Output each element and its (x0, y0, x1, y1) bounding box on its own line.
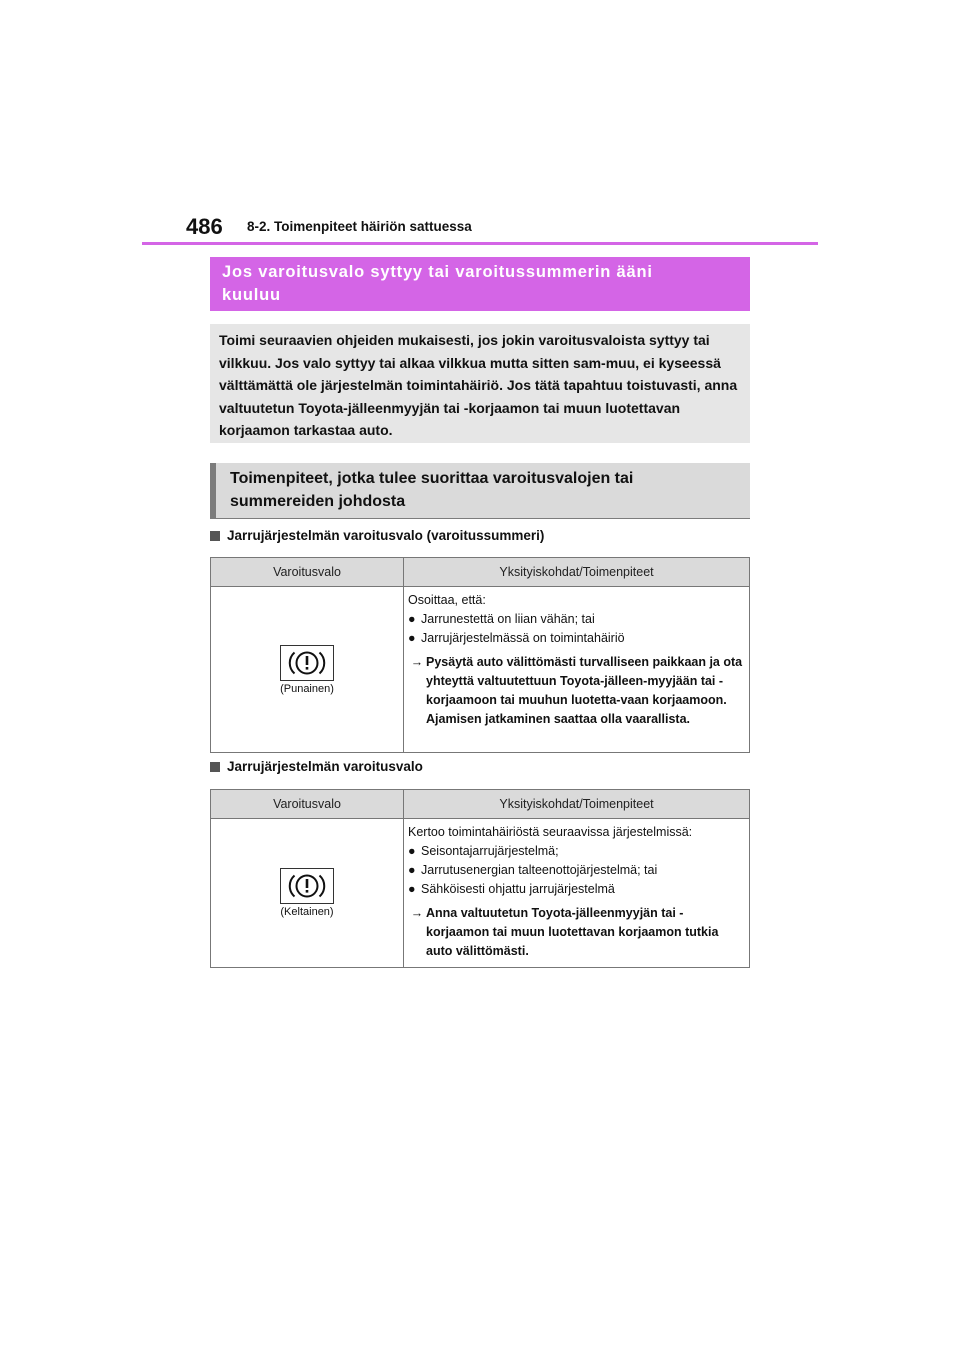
page-number: 486 (186, 214, 223, 239)
bullet-icon: ● (408, 863, 416, 877)
warning-banner (210, 257, 750, 311)
action-text: Pysäytä auto välittömästi turvalliseen paikkaan ja ota yhteyttä valtuutettuun Toyota-jälleen-myyjään tai -korjaamoon tai muuhun luotetta-vaan korjaamoon. Ajamisen jatkaminen saattaa olla vaarallista. (426, 655, 743, 726)
list-item (408, 842, 744, 861)
banner-line-2: kuuluu (222, 286, 281, 304)
column-header-light: Varoitusvalo (211, 790, 404, 819)
details-intro: Kertoo toimintahäiriöstä seuraavissa järjestelmissä: (408, 825, 693, 839)
arrow-right-icon: → (410, 655, 424, 669)
brake-warning-icon (280, 645, 334, 681)
section-title: 8-2. Toimenpiteet häiriön sattuessa (247, 219, 472, 234)
banner-line-1: Jos varoitusvalo syttyy tai varoitussummerin ääni (222, 263, 653, 281)
table2-heading (210, 759, 423, 774)
lamp-color-label: (Keltainen) (280, 906, 334, 918)
column-header-details: Yksityiskohdat/Toimenpiteet (404, 558, 750, 587)
list-item-text: Jarrutusenergian talteenottojärjestelmä; tai (421, 863, 658, 877)
list-item (408, 861, 744, 880)
list-item-text: Jarrunestettä on liian vähän; tai (421, 612, 595, 626)
list-item-text: Sähköisesti ohjattu jarrujärjestelmä (421, 882, 615, 896)
section-heading (210, 463, 750, 519)
action-text: Anna valtuutetun Toyota-jälleenmyyjän tai -korjaamon tai muun luotettavan korjaamon tutkia auto välittömästi. (426, 906, 719, 958)
light-cell (211, 587, 404, 753)
warning-table-1 (210, 557, 750, 753)
table-row (211, 819, 750, 968)
list-item-text: Seisontajarrujärjestelmä; (421, 844, 559, 858)
bullet-icon: ● (408, 882, 416, 896)
table1-title: Jarrujärjestelmän varoitusvalo (varoitussummeri) (227, 528, 545, 543)
details-intro: Osoittaa, että: (408, 593, 486, 607)
bullet-icon: ● (408, 612, 416, 626)
square-bullet-icon (210, 531, 220, 541)
column-header-details: Yksityiskohdat/Toimenpiteet (404, 790, 750, 819)
table2-title: Jarrujärjestelmän varoitusvalo (227, 759, 423, 774)
brake-warning-icon (280, 868, 334, 904)
details-cell (404, 819, 750, 968)
intro-box: Toimi seuraavien ohjeiden mukaisesti, jos jokin varoitusvaloista syttyy tai vilkkuu. Jos valo syttyy tai alkaa vilkkua mutta sitten sam-muu, ei kyseessä välttämättä ole järjestelmän toimintahäiriö. Jos tätä tapahtuu toistuvasti, anna valtuutetun Toyota-jälleenmyyjän tai -korjaamon tai muun luotettavan korjaamon tarkastaa auto. (210, 324, 750, 443)
table-header-row (211, 558, 750, 587)
bullet-icon: ● (408, 631, 416, 645)
list-item (408, 880, 744, 899)
warning-table-2 (210, 789, 750, 968)
header-rule (142, 242, 818, 245)
table-header-row (211, 790, 750, 819)
light-cell (211, 819, 404, 968)
square-bullet-icon (210, 762, 220, 772)
table-row (211, 587, 750, 753)
list-item-text: Jarrujärjestelmässä on toimintahäiriö (421, 631, 625, 645)
bullet-icon: ● (408, 844, 416, 858)
action-instruction (408, 653, 744, 729)
section-heading-line-2: summereiden johdosta (230, 493, 406, 510)
action-instruction (408, 904, 744, 961)
column-header-light: Varoitusvalo (211, 558, 404, 587)
list-item (408, 610, 744, 629)
arrow-right-icon: → (410, 906, 424, 920)
lamp-color-label: (Punainen) (280, 682, 334, 695)
details-cell (404, 587, 750, 753)
table1-heading (210, 528, 544, 543)
section-heading-line-1: Toimenpiteet, jotka tulee suorittaa varoitusvalojen tai (230, 470, 634, 487)
list-item (408, 629, 744, 648)
